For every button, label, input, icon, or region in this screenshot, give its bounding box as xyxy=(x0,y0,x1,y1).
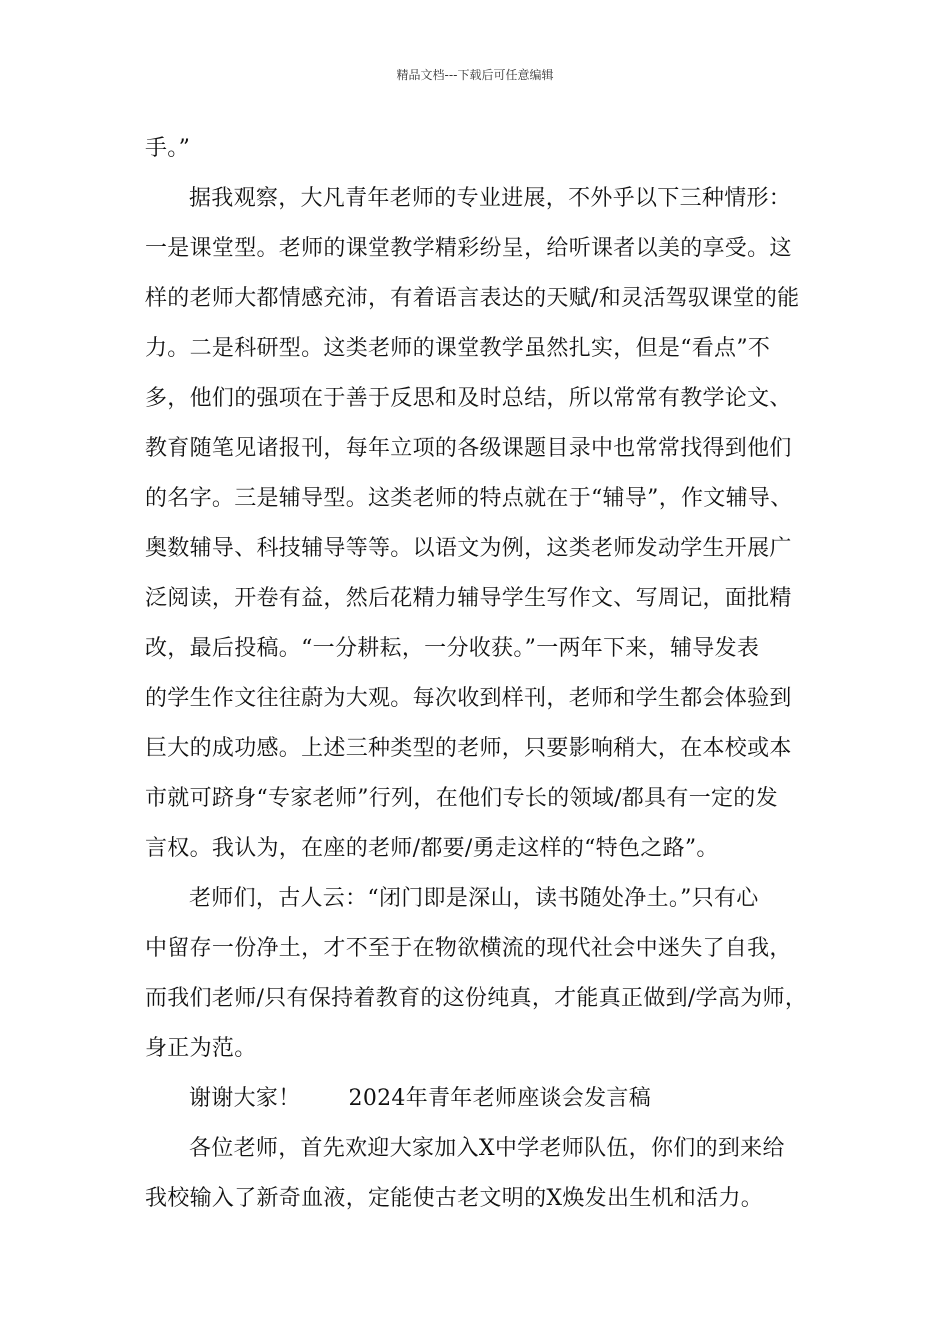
text-line: 各位老师，首先欢迎大家加入X中学老师队伍，你们的到来给 xyxy=(189,1136,785,1161)
text-line: 的学生作文往往蔚为大观。每次收到样刊，老师和学生都会体验到 xyxy=(145,686,792,711)
text-line: 言权。我认为，在座的老师/都要/勇走这样的“特色之路”。 xyxy=(145,836,719,861)
text-line: 的名字。三是辅导型。这类老师的特点就在于“辅导”，作文辅导、 xyxy=(145,486,793,511)
text-line: 奥数辅导、科技辅导等等。以语文为例，这类老师发动学生开展广 xyxy=(145,536,792,561)
text-line: 一是课堂型。老师的课堂教学精彩纷呈，给听课者以美的享受。这 xyxy=(145,236,792,261)
thanks-text: 谢谢大家！ xyxy=(189,1086,301,1111)
text-line: 手。” xyxy=(145,136,191,161)
text-line: 样的老师大都情感充沛，有着语言表达的天赋/和灵活驾驭课堂的能 xyxy=(145,286,800,311)
text-line: 市就可跻身“专家老师”行列，在他们专长的领域/都具有一定的发 xyxy=(145,786,778,811)
thanks-and-title-line xyxy=(145,1074,825,1124)
text-line: 多，他们的强项在于善于反思和及时总结，所以常常有教学论文、 xyxy=(145,386,792,411)
text-line: 而我们老师/只有保持着教育的这份纯真，才能真正做到/学高为师， xyxy=(145,986,808,1011)
text-line: 中留存一份净土，才不至于在物欲横流的现代社会中迷失了自我， xyxy=(145,936,792,961)
text-line: 教育随笔见诸报刊，每年立项的各级课题目录中也常常找得到他们 xyxy=(145,436,792,461)
document-body xyxy=(145,124,825,1224)
text-line: 力。二是科研型。这类老师的课堂教学虽然扎实，但是“看点”不 xyxy=(145,336,771,361)
page-header: 精品文档---下载后可任意编辑 xyxy=(396,68,554,82)
speech-title: 2024年青年老师座谈会发言稿 xyxy=(348,1086,652,1111)
text-line: 巨大的成功感。上述三种类型的老师，只要影响稍大，在本校或本 xyxy=(145,736,792,761)
text-line: 老师们，古人云：“闭门即是深山，读书随处净土。”只有心 xyxy=(189,886,759,911)
text-line: 改，最后投稿。“一分耕耘，一分收获。”一两年下来，辅导发表 xyxy=(145,636,760,661)
text-line: 泛阅读，开卷有益，然后花精力辅导学生写作文、写周记，面批精 xyxy=(145,586,792,611)
text-line: 身正为范。 xyxy=(145,1036,257,1061)
text-line: 我校输入了新奇血液，定能使古老文明的X焕发出生机和活力。 xyxy=(145,1186,764,1211)
text-line: 据我观察，大凡青年老师的专业进展，不外乎以下三种情形： xyxy=(189,186,792,211)
